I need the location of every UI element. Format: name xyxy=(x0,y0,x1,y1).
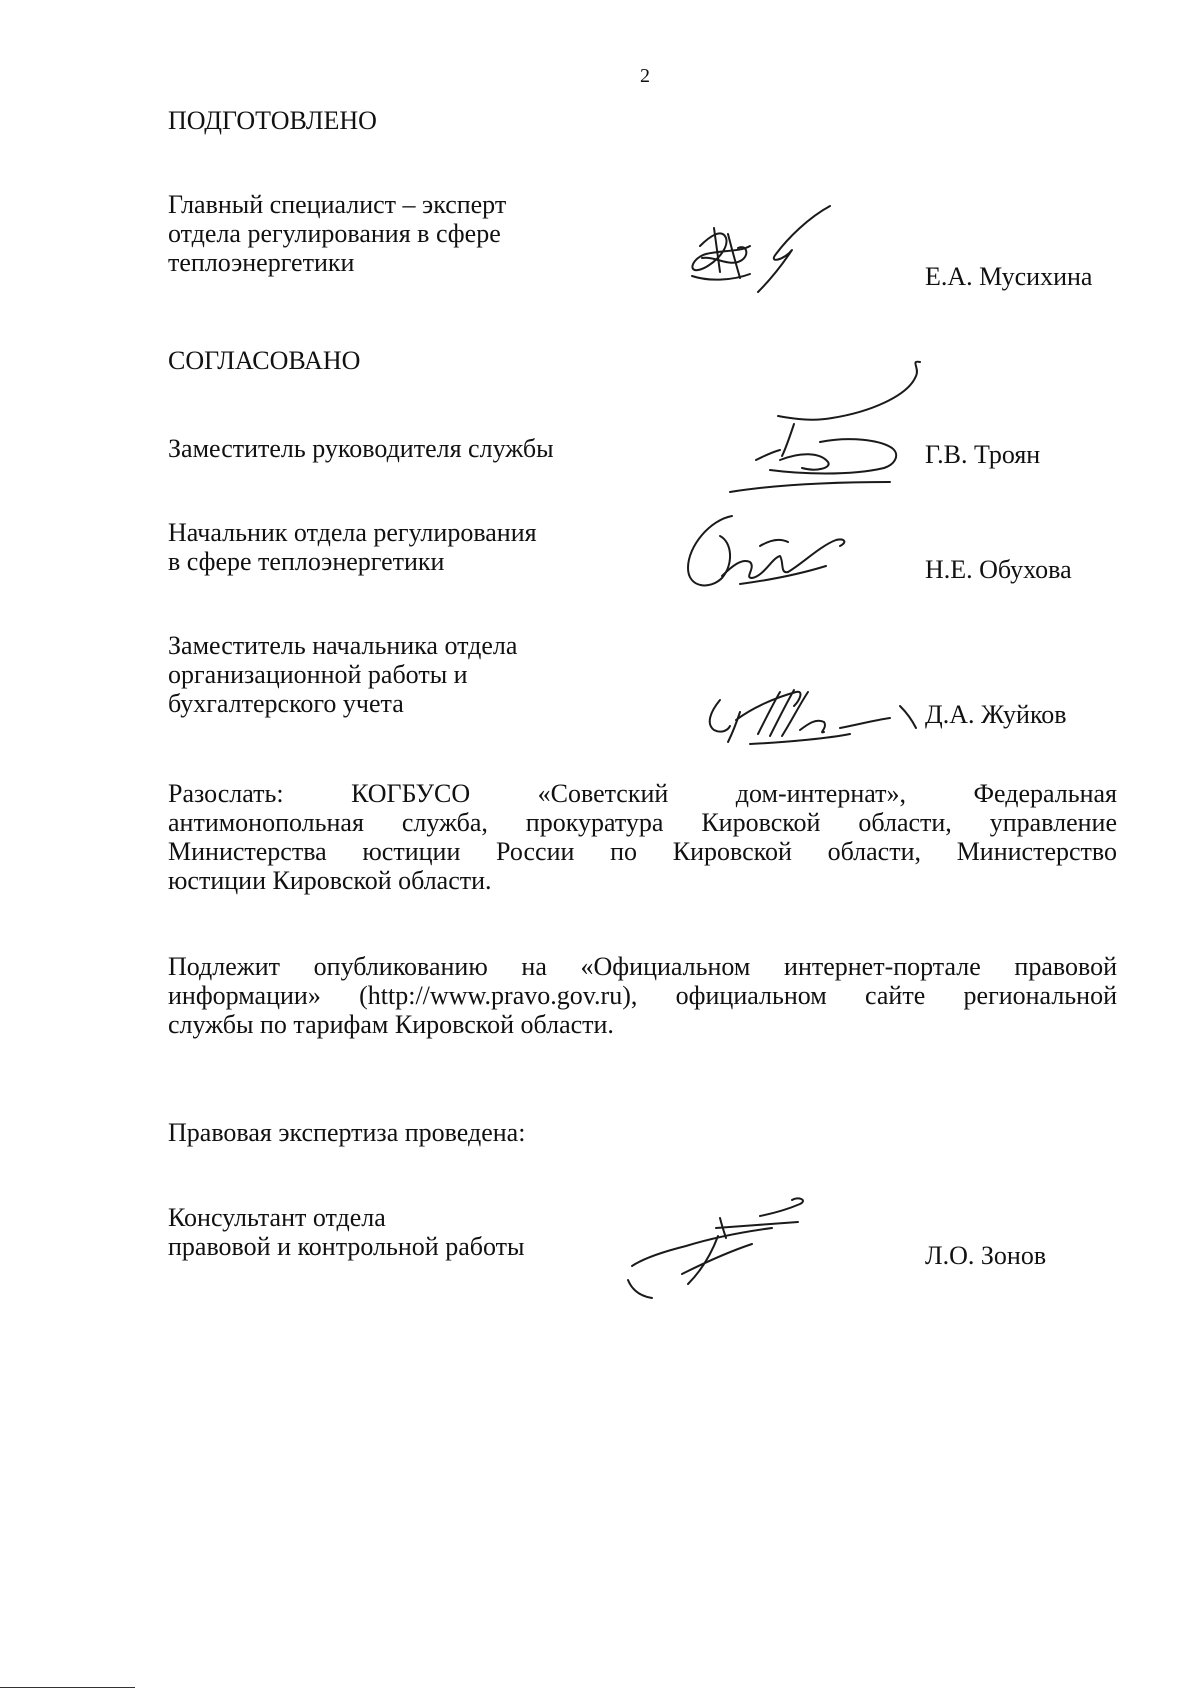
signature-obukhova xyxy=(680,506,860,596)
signer-name: Г.В. Троян xyxy=(925,440,1041,469)
position-line: Консультант отдела xyxy=(168,1203,386,1232)
position-line: отдела регулирования в сфере xyxy=(168,219,501,248)
signature-troyan xyxy=(720,356,940,496)
signer-position xyxy=(168,518,537,576)
page-number: 2 xyxy=(640,65,650,87)
signature-musikhina xyxy=(680,198,850,298)
position-line: организационной работы и xyxy=(168,660,468,689)
paragraph-line: информации» (http://www.pravo.gov.ru), официальном сайте региональной xyxy=(168,981,1117,1010)
paragraph-line: юстиции Кировской области. xyxy=(168,866,492,895)
agreed-heading: СОГЛАСОВАНО xyxy=(168,346,361,375)
legal-review-name: Л.О. Зонов xyxy=(925,1241,1047,1270)
prepared-position xyxy=(168,190,506,277)
signature-zonov xyxy=(622,1192,822,1302)
position-line: Заместитель руководителя службы xyxy=(168,434,554,463)
paragraph-line: Министерства юстиции России по Кировской области, Министерство xyxy=(168,837,1117,866)
position-line: Заместитель начальника отдела xyxy=(168,631,518,660)
position-line: в сфере теплоэнергетики xyxy=(168,547,445,576)
signer-name: Д.А. Жуйков xyxy=(925,700,1067,729)
publication-paragraph xyxy=(168,952,1117,1039)
prepared-name: Е.А. Мусихина xyxy=(925,262,1093,291)
position-line: теплоэнергетики xyxy=(168,248,355,277)
paragraph-line: антимонопольная служба, прокуратура Кировской области, управление xyxy=(168,808,1117,837)
position-line: Начальник отдела регулирования xyxy=(168,518,537,547)
distribution-paragraph xyxy=(168,779,1117,895)
position-line: правовой и контрольной работы xyxy=(168,1232,525,1261)
paragraph-line: Разослать: КОГБУСО «Советский дом-интернат», Федеральная xyxy=(168,779,1117,808)
legal-review-heading: Правовая экспертиза проведена: xyxy=(168,1118,526,1147)
signature-zhuikov xyxy=(700,672,930,752)
signer-name: Н.Е. Обухова xyxy=(925,555,1072,584)
prepared-heading: ПОДГОТОВЛЕНО xyxy=(168,106,377,135)
footer-rule xyxy=(0,1687,135,1688)
signer-position xyxy=(168,434,554,463)
signer-position xyxy=(168,631,517,718)
position-line: бухгалтерского учета xyxy=(168,689,404,718)
paragraph-line: Подлежит опубликованию на «Официальном интернет-портале правовой xyxy=(168,952,1117,981)
position-line: Главный специалист – эксперт xyxy=(168,190,507,219)
legal-review-position xyxy=(168,1203,524,1261)
paragraph-line: службы по тарифам Кировской области. xyxy=(168,1010,614,1039)
